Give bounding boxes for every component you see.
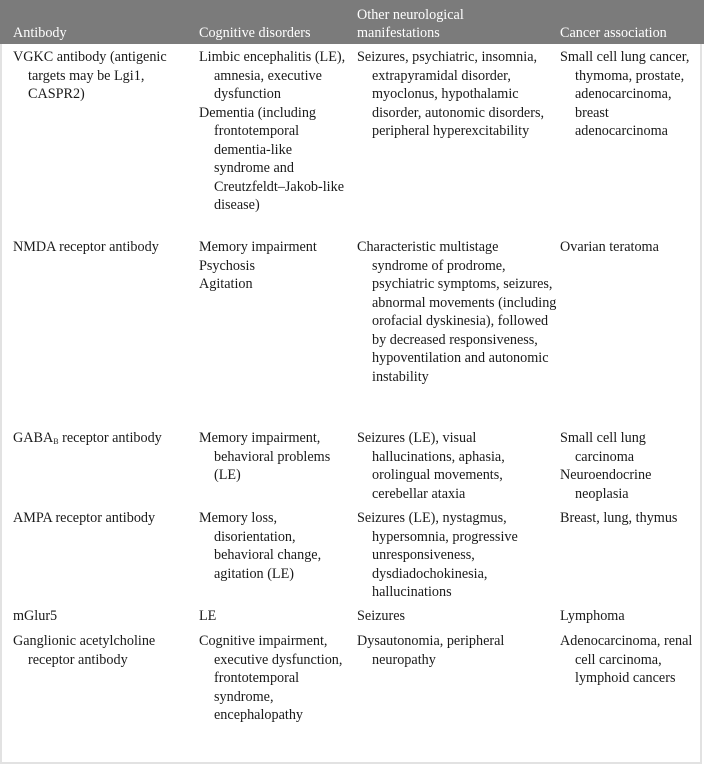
cell-other [357,48,557,141]
cell-other [357,509,557,602]
cancer-item: Small cell lung cancer, thymoma, prostate, adenocarcinoma, breast adenocarcinoma [560,49,690,139]
cell-antibody [13,607,193,626]
cognitive-item: Memory loss, disorientation, behavioral change, agitation (LE) [199,510,322,582]
cell-cognitive [199,429,351,485]
cancer-item: Neuroendocrine neoplasia [560,467,652,502]
antibody-name: NMDA receptor antibody [13,239,159,255]
other-item: Seizures (LE), nystagmus, hypersomnia, progressive unresponsiveness, dysdiadochokinesia, hallucinations [357,510,518,600]
other-item: Seizures [357,608,406,624]
cell-antibody [13,238,193,257]
cancer-item: Adenocarcinoma, renal cell carcinoma, lymphoid cancers [560,633,693,686]
cognitive-item: Memory impairment, behavioral problems (LE) [199,430,331,483]
antibody-prefix: GABA [13,430,54,446]
cell-antibody [13,429,193,452]
antibody-name: Ganglionic acetylcholine receptor antibody [13,633,156,668]
cell-antibody [13,509,193,528]
cancer-item: Lymphoma [560,608,625,624]
cell-other [357,607,557,626]
cell-cancer [560,632,700,688]
header-other-neurological: Other neurological manifestations [357,7,464,41]
cell-antibody [13,48,193,104]
header-cognitive-disorders: Cognitive disorders [199,25,311,41]
antibody-subscript: B [53,437,59,446]
cell-antibody [13,632,193,669]
cognitive-item: LE [199,608,217,624]
cognitive-item: Memory impairment [199,239,317,255]
cell-cognitive [199,48,351,215]
other-item: Seizures, psychiatric, insomnia, extrapyramidal disorder, myoclonus, hypothalamic disorder, autonomic disorders, peripheral hyperexcitability [357,49,545,139]
cancer-item: Breast, lung, thymus [560,510,678,526]
other-item: Dysautonomia, peripheral neuropathy [357,633,505,668]
cell-cancer [560,48,700,141]
cognitive-item: Agitation [199,276,253,292]
antibody-name: AMPA receptor antibody [13,510,156,526]
cell-cancer [560,509,700,528]
cancer-item: Ovarian teratoma [560,239,659,255]
antibody-suffix: receptor antibody [58,430,162,446]
cell-other [357,429,557,503]
antibody-name: VGKC antibody (antigenic targets may be Lgi1, CASPR2) [13,49,167,102]
cognitive-item: Dementia (including frontotemporal dementia-like syndrome and Creutzfeldt–Jakob-like disease) [199,104,345,213]
cell-cognitive [199,607,351,626]
cancer-item: Small cell lung carcinoma [560,430,646,465]
cell-cognitive [199,238,351,294]
cell-cancer [560,429,700,503]
cell-cancer [560,238,700,257]
antibody-name [13,429,193,452]
table-header [0,0,704,44]
antibody-name: mGlur5 [13,608,58,624]
cognitive-item: Psychosis [199,257,255,274]
cognitive-item: Cognitive impairment, executive dysfunction, frontotemporal syndrome, encephalopathy [199,633,343,723]
cell-cancer [560,607,700,626]
header-cancer-association: Cancer association [560,25,667,41]
cell-cognitive [199,509,351,583]
cell-other [357,632,557,669]
cell-cognitive [199,632,351,725]
cell-other [357,238,557,386]
cognitive-item: Limbic encephalitis (LE), amnesia, executive dysfunction [199,49,346,102]
other-item: Seizures (LE), visual hallucinations, aphasia, orolingual movements, cerebellar ataxia [357,430,505,502]
header-antibody: Antibody [13,25,67,41]
other-item: Characteristic multistage syndrome of prodrome, psychiatric symptoms, seizures, abnormal movements (including orofacial dyskinesia), followed by decreased responsiveness, hypoventilation and autonomic instability [357,239,557,385]
